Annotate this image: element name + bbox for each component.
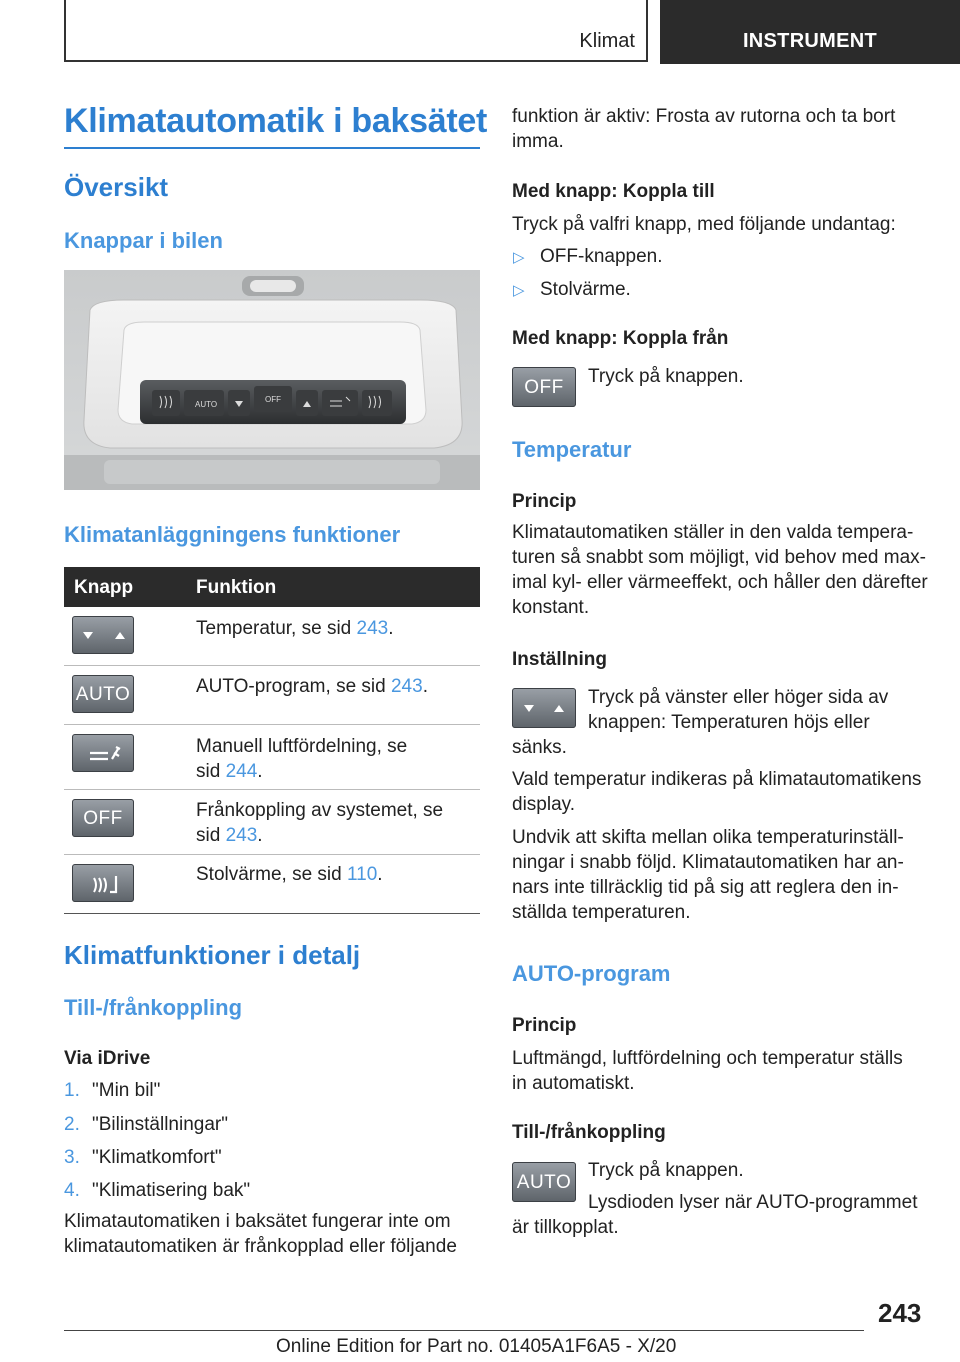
air-distribution-icon bbox=[72, 734, 134, 772]
header-chapter-label: INSTRUMENT bbox=[742, 30, 878, 52]
header-section: Klimat bbox=[579, 30, 635, 52]
onoff-heading: Till-/frånkoppling bbox=[64, 995, 243, 1020]
via-idrive-heading: Via iDrive bbox=[64, 1048, 151, 1069]
table-divider bbox=[64, 665, 480, 666]
table-row: Manuell luftfördelning, se sid 244. bbox=[196, 736, 408, 782]
page-link[interactable]: 244 bbox=[225, 761, 258, 782]
footer-edition: Online Edition for Part no. 01405A1F6A5 - X/20 bbox=[276, 1336, 677, 1357]
step-number: 4. bbox=[64, 1180, 80, 1201]
photo-auto-label: AUTO bbox=[195, 400, 218, 409]
auto-led-line: Lysdioden lyser när AUTO-programmet bbox=[588, 1192, 918, 1213]
footer-rule bbox=[64, 1330, 864, 1331]
exception-item: OFF-knappen. bbox=[540, 246, 663, 267]
table-divider bbox=[64, 854, 480, 855]
exception-item: Stolvärme. bbox=[540, 279, 631, 300]
off-button-icon: OFF bbox=[512, 367, 576, 407]
step-number: 1. bbox=[64, 1080, 80, 1101]
continued-paragraph: funktion är aktiv: Frosta av rutorna och ta bort imma. bbox=[512, 106, 896, 152]
temperature-principle: Klimatautomatiken ställer in den valda tempera- turen så snabbt som möjligt, vid behov med max- imal kyl- eller värmeeffekt, och håller den därefter konstant. bbox=[512, 522, 928, 618]
auto-principle-heading: Princip bbox=[512, 1015, 577, 1036]
table-divider bbox=[64, 724, 480, 725]
photo-off-label: OFF bbox=[265, 395, 281, 404]
temperature-heading: Temperatur bbox=[512, 437, 632, 462]
triangle-bullet-icon: ▷ bbox=[513, 249, 525, 266]
step-text: "Min bil" bbox=[92, 1080, 161, 1101]
auto-principle-text: Luftmängd, luftfördelning och temperatur ställs in automatiskt. bbox=[512, 1048, 903, 1094]
header-frame bbox=[64, 0, 648, 62]
auto-led-line: är tillkopplat. bbox=[512, 1217, 619, 1238]
table-row: AUTO-program, se sid 243. bbox=[196, 676, 428, 697]
setting-line: Tryck på vänster eller höger sida av bbox=[588, 687, 889, 708]
temperature-arrows-icon bbox=[72, 616, 134, 654]
auto-program-heading: AUTO-program bbox=[512, 961, 671, 986]
switch-on-text: Tryck på valfri knapp, med följande undantag: bbox=[512, 214, 896, 235]
step-text: "Klimatisering bak" bbox=[92, 1180, 251, 1201]
table-row: Stolvärme, se sid 110. bbox=[196, 864, 383, 885]
overview-heading: Översikt bbox=[64, 172, 169, 202]
auto-press-text: Tryck på knappen. bbox=[588, 1160, 744, 1181]
display-paragraph: Vald temperatur indikeras på klimatautomatikens display. bbox=[512, 769, 922, 815]
setting-heading: Inställning bbox=[512, 649, 607, 670]
step-text: "Bilinställningar" bbox=[92, 1114, 228, 1135]
setting-line: sänks. bbox=[512, 737, 567, 758]
switch-off-text: Tryck på knappen. bbox=[588, 366, 744, 387]
header-chapter-tab bbox=[660, 0, 960, 64]
table-header-function: Funktion bbox=[196, 577, 277, 598]
rear-climate-control-photo bbox=[64, 270, 480, 490]
table-row: Frånkoppling av systemet, se sid 243. bbox=[196, 800, 444, 846]
auto-button-icon: AUTO bbox=[512, 1162, 576, 1202]
table-header-button: Knapp bbox=[74, 577, 134, 598]
triangle-bullet-icon: ▷ bbox=[513, 282, 525, 299]
step-number: 3. bbox=[64, 1147, 80, 1168]
step-number: 2. bbox=[64, 1114, 80, 1135]
table-divider bbox=[64, 789, 480, 790]
buttons-heading: Knappar i bilen bbox=[64, 228, 223, 253]
detail-heading: Klimatfunktioner i detalj bbox=[64, 940, 361, 970]
page-link[interactable]: 110 bbox=[347, 864, 378, 885]
detail-paragraph: Klimatautomatiken i baksätet fungerar inte om klimatautomatiken är frånkopplad eller följande bbox=[64, 1211, 457, 1257]
page-link[interactable]: 243 bbox=[390, 676, 423, 697]
auto-onoff-heading: Till-/frånkoppling bbox=[512, 1122, 666, 1143]
seat-heating-icon bbox=[72, 864, 134, 902]
title-underline bbox=[64, 147, 480, 149]
off-button-icon: OFF bbox=[72, 799, 134, 837]
avoid-paragraph: Undvik att skifta mellan olika temperaturinställ- ningar i snabb följd. Klimatautomatiken har an- nars inte tillräcklig tid på sig att reglera den in- ställda temperaturen. bbox=[512, 827, 904, 923]
auto-button-icon: AUTO bbox=[72, 675, 134, 713]
switch-off-heading: Med knapp: Koppla från bbox=[512, 328, 729, 349]
temperature-arrows-icon bbox=[512, 688, 576, 728]
switch-on-heading: Med knapp: Koppla till bbox=[512, 181, 715, 202]
step-text: "Klimatkomfort" bbox=[92, 1147, 222, 1168]
table-header bbox=[64, 567, 480, 607]
functions-heading: Klimatanläggningens funktioner bbox=[64, 522, 401, 547]
setting-line: knappen: Temperaturen höjs eller bbox=[588, 712, 870, 733]
page-link[interactable]: 243 bbox=[356, 618, 389, 639]
principle-heading: Princip bbox=[512, 491, 577, 512]
page-link[interactable]: 243 bbox=[225, 825, 258, 846]
page-title: Klimatautomatik i baksätet bbox=[64, 102, 487, 140]
table-bottom-rule bbox=[64, 913, 480, 914]
page-number: 243 bbox=[878, 1298, 922, 1328]
table-row: Temperatur, se sid 243. bbox=[196, 618, 394, 639]
